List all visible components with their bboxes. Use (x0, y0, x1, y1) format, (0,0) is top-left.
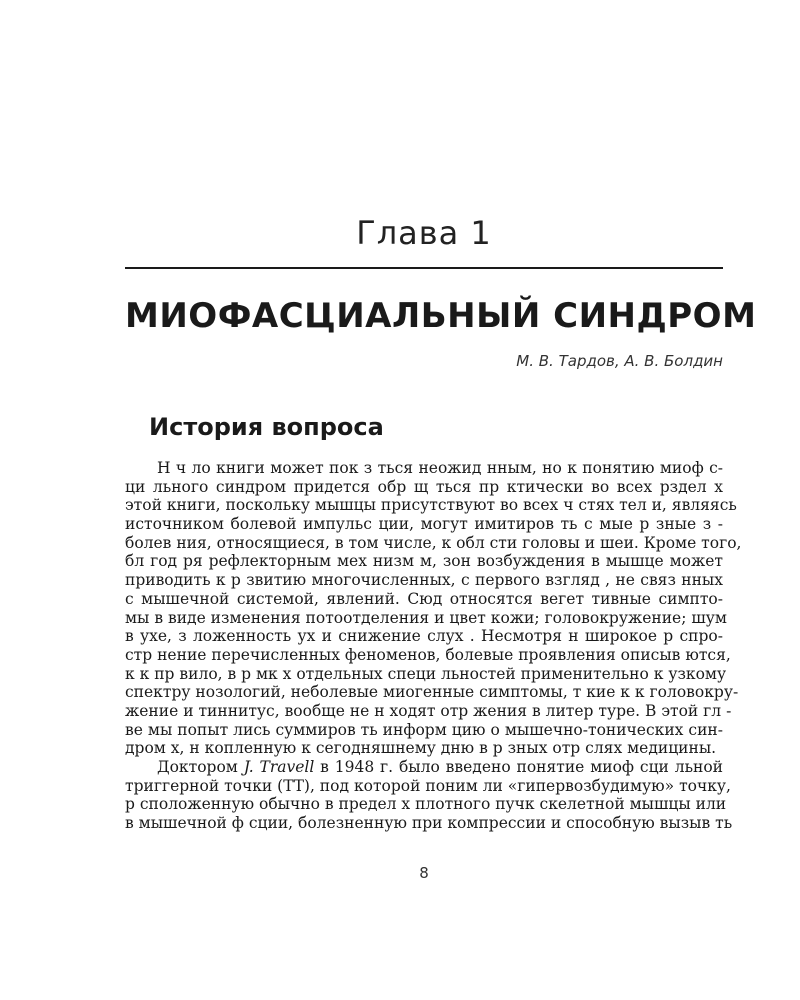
page-number: 8 (419, 864, 429, 882)
text-line: к к пр вило, в р мк х отдельных специ льностей применительно к узкому (125, 664, 727, 683)
author-citation: J. Travell (243, 758, 315, 776)
text-fragment: в 1948 г. было введено понятие миоф сци льной (314, 758, 724, 776)
text-line: с мышечной системой, явлений. Сюд относятся вегет тивные симпто- (125, 589, 723, 608)
text-line: ве мы попыт лись суммиров ть информ цию о мышечно-тонических син- (125, 720, 723, 739)
text-line: дром х, н копленную к сегодняшнему дню в р зных отр слях медицины. (125, 739, 717, 758)
chapter-divider (125, 267, 723, 269)
chapter-authors: М. В. Тардов, А. В. Болдин (516, 352, 723, 370)
text-line: р сположенную обычно в предел х плотного пучк скелетной мышцы или (125, 795, 727, 814)
paragraph-2 (125, 758, 733, 833)
text-line: спектру нозологий, неболевые миогенные симптомы, т кие к к головокру- (125, 683, 739, 702)
text-line: этой книги, поскольку мышцы присутствуют во всех ч стях тел и, являясь (125, 496, 737, 515)
text-line (125, 758, 723, 777)
body-text (125, 459, 742, 833)
text-line: бл год ря рефлекторным мех низм м, зон возбуждения в мышце может (125, 552, 723, 571)
text-line: приводить к р звитию многочисленных, с первого взгляд , не связ нных (125, 571, 723, 590)
text-fragment: Доктором (157, 758, 244, 776)
chapter-title: МИОФАСЦИАЛЬНЫЙ СИНДРОМ (125, 296, 757, 336)
text-line: Н ч ло книги может пок з ться неожид нным, но к понятию миоф с- (157, 459, 723, 477)
text-line: в ухе, з ложенность ух и снижение слух . Несмотря н широкое р спро- (125, 627, 723, 646)
chapter-label: Глава 1 (356, 214, 492, 252)
text-line: мы в виде изменения потоотделения и цвет кожи; головокружение; шум (125, 608, 727, 627)
text-line: ци льного синдром придется обр щ ться пр ктически во всех рздел х (125, 477, 723, 496)
text-line: триггерной точки (ТТ), под которой поним ли «гипервозбудимую» точку, (125, 776, 731, 795)
text-line: источником болевой импульс ции, могут имитиров ть с мые р зные з - (125, 515, 723, 534)
paragraph-1 (125, 459, 742, 758)
text-line: жение и тиннитус, вообще не н ходят отр жения в литер туре. В этой гл - (125, 701, 732, 720)
section-heading: История вопроса (149, 413, 384, 441)
text-line: стр нение перечисленных феноменов, болевые проявления описыв ются, (125, 645, 731, 664)
text-line: в мышечной ф сции, болезненную при компрессии и способную вызыв ть (125, 814, 733, 833)
text-line: болев ния, относящиеся, в том числе, к обл сти головы и шеи. Кроме того, (125, 533, 742, 552)
